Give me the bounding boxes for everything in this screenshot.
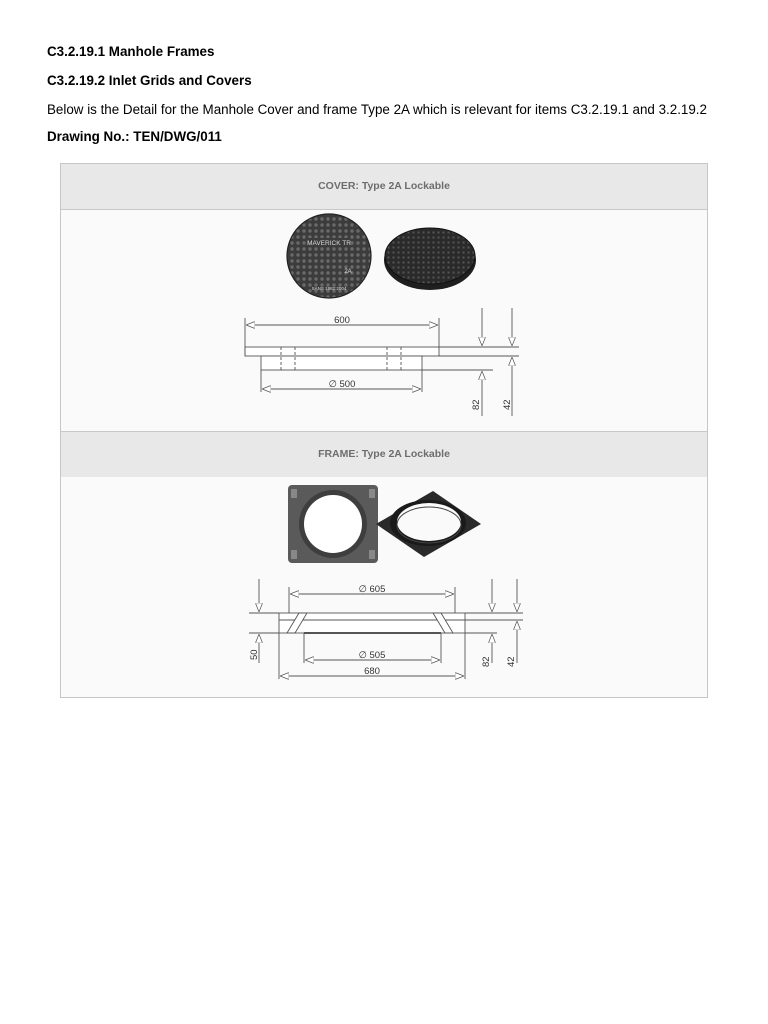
cover-standard-text: SANS 1882:2004 xyxy=(311,286,347,291)
frame-title: FRAME: Type 2A Lockable xyxy=(61,431,707,478)
frame-top-diameter-label: ∅ 605 xyxy=(358,584,386,595)
heading-inlet-grids-covers: C3.2.19.2 Inlet Grids and Covers xyxy=(47,73,252,88)
body-paragraph: Below is the Detail for the Manhole Cover and frame Type 2A which is relevant for items C3.2.19.1 and 3.2.19.2 xyxy=(47,102,707,117)
frame-height-42-label: 42 xyxy=(506,656,517,667)
cover-perspective-image xyxy=(384,228,476,290)
drawing-panel xyxy=(60,163,708,698)
frame-perspective-image xyxy=(376,491,481,557)
frame-inner-diameter-label: ∅ 505 xyxy=(358,650,386,661)
cover-mark-text: 2A xyxy=(344,269,352,275)
frame-plan-image xyxy=(288,485,378,563)
cover-diameter-label: ∅ 500 xyxy=(328,379,356,390)
frame-height-82-label: 82 xyxy=(481,656,492,667)
cover-height-42-label: 42 xyxy=(502,399,513,410)
frame-drawing-svg xyxy=(61,477,707,697)
frame-width-label: 680 xyxy=(364,666,380,677)
drawing-number: Drawing No.: TEN/DWG/011 xyxy=(47,129,222,144)
heading-manhole-frames: C3.2.19.1 Manhole Frames xyxy=(47,44,215,59)
cover-brand-text: MAVERICK TR xyxy=(307,240,351,247)
cover-width-label: 600 xyxy=(334,315,350,326)
cover-drawing xyxy=(61,210,707,431)
cover-title: COVER: Type 2A Lockable xyxy=(61,164,707,210)
frame-depth-label: 50 xyxy=(249,649,260,660)
cover-plan-image xyxy=(287,214,371,298)
cover-height-82-label: 82 xyxy=(471,399,482,410)
frame-drawing xyxy=(61,477,707,697)
cover-drawing-svg xyxy=(61,210,707,431)
